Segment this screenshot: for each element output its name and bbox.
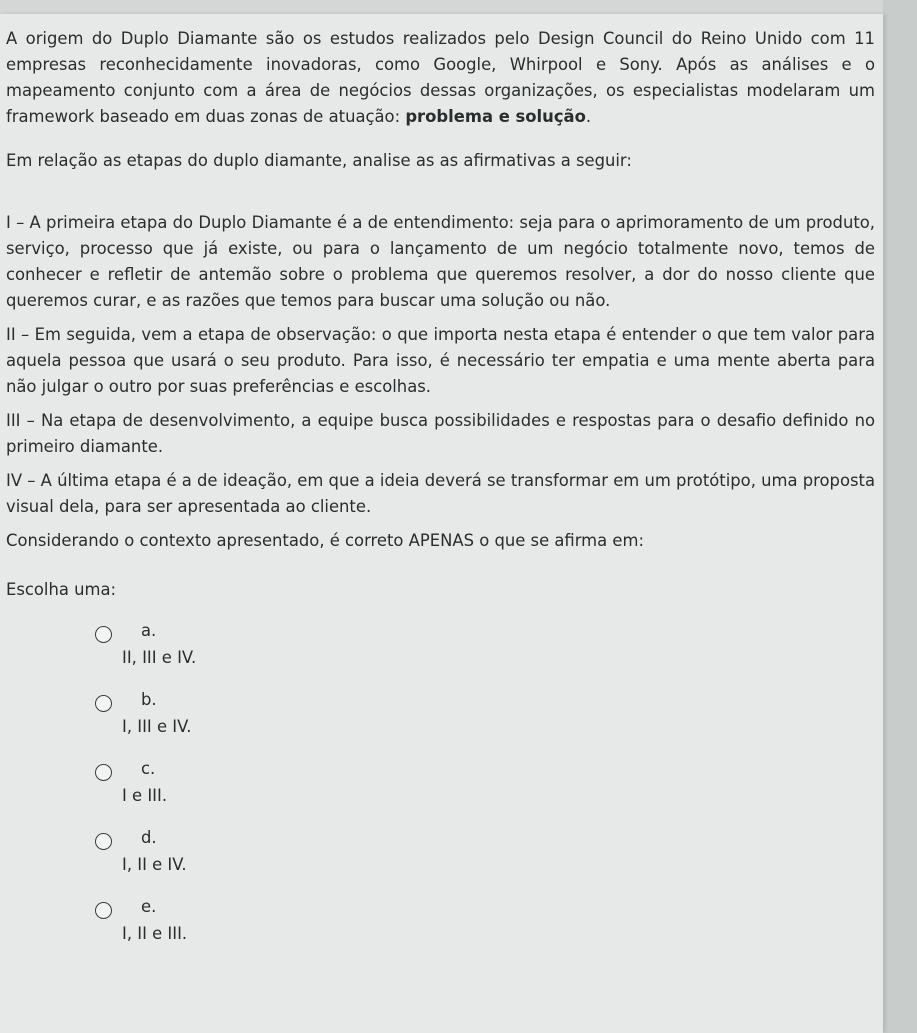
question-card	[0, 14, 883, 1033]
option-letter: b.	[141, 690, 157, 709]
intro-bold-text: problema e solução	[405, 107, 586, 126]
radio-button[interactable]	[95, 833, 112, 850]
option-text[interactable]: I, II e IV.	[122, 855, 187, 874]
option-b[interactable]	[95, 688, 875, 757]
statement-2: II – Em seguida, vem a etapa de observação: o que importa nesta etapa é entender o que tem valor para aquela pessoa que usará o seu produto. Para isso, é necessário ter empatia e uma mente aberta para não julgar o outro por suas preferências e escolhas.	[6, 325, 875, 396]
option-c[interactable]	[95, 757, 875, 826]
option-text[interactable]: I, III e IV.	[122, 717, 192, 736]
radio-button[interactable]	[95, 695, 112, 712]
answer-options	[95, 619, 875, 964]
question-stem: Em relação as etapas do duplo diamante, analise as as afirmativas a seguir:	[6, 151, 632, 170]
option-a[interactable]	[95, 619, 875, 688]
option-letter: d.	[141, 828, 157, 847]
option-letter: a.	[141, 621, 157, 640]
radio-button[interactable]	[95, 626, 112, 643]
option-text[interactable]: II, III e IV.	[122, 648, 197, 667]
statement-4: IV – A última etapa é a de ideação, em que a ideia deverá se transformar em um protótipo, uma proposta visual dela, para ser apresentada ao cliente.	[6, 471, 875, 516]
statement-1: I – A primeira etapa do Duplo Diamante é a de entendimento: seja para o aprimoramento de um produto, serviço, processo que já existe, ou para o lançamento de um negócio totalmente novo, temos de conhecer e refletir de antemão sobre o problema que queremos resolver, a dor do nosso cliente que queremos curar, e as razões que temos para buscar uma solução ou não.	[6, 213, 875, 310]
intro-text: A origem do Duplo Diamante são os estudos realizados pelo Design Council do Reino Unido com 11 empresas reconhecidamente inovadoras, como Google, Whirpool e Sony. Após as análises e o mapeamento conjunto com a área de negócios dessas organizações, os especialistas modelaram um framework baseado em duas zonas de atuação:	[6, 29, 875, 126]
option-letter: c.	[141, 759, 156, 778]
option-letter: e.	[141, 897, 157, 916]
choose-label: Escolha uma:	[6, 580, 117, 599]
page-edge	[883, 0, 917, 1033]
option-d[interactable]	[95, 826, 875, 895]
statement-3: III – Na etapa de desenvolvimento, a equipe busca possibilidades e respostas para o desafio definido no primeiro diamante.	[6, 411, 875, 456]
radio-button[interactable]	[95, 764, 112, 781]
intro-end: .	[585, 107, 592, 126]
question-intro	[6, 26, 875, 130]
option-e[interactable]	[95, 895, 875, 964]
option-text[interactable]: I, II e III.	[122, 924, 188, 943]
option-text[interactable]: I e III.	[122, 786, 168, 805]
radio-button[interactable]	[95, 902, 112, 919]
question-closing: Considerando o contexto apresentado, é correto APENAS o que se afirma em:	[6, 531, 644, 550]
